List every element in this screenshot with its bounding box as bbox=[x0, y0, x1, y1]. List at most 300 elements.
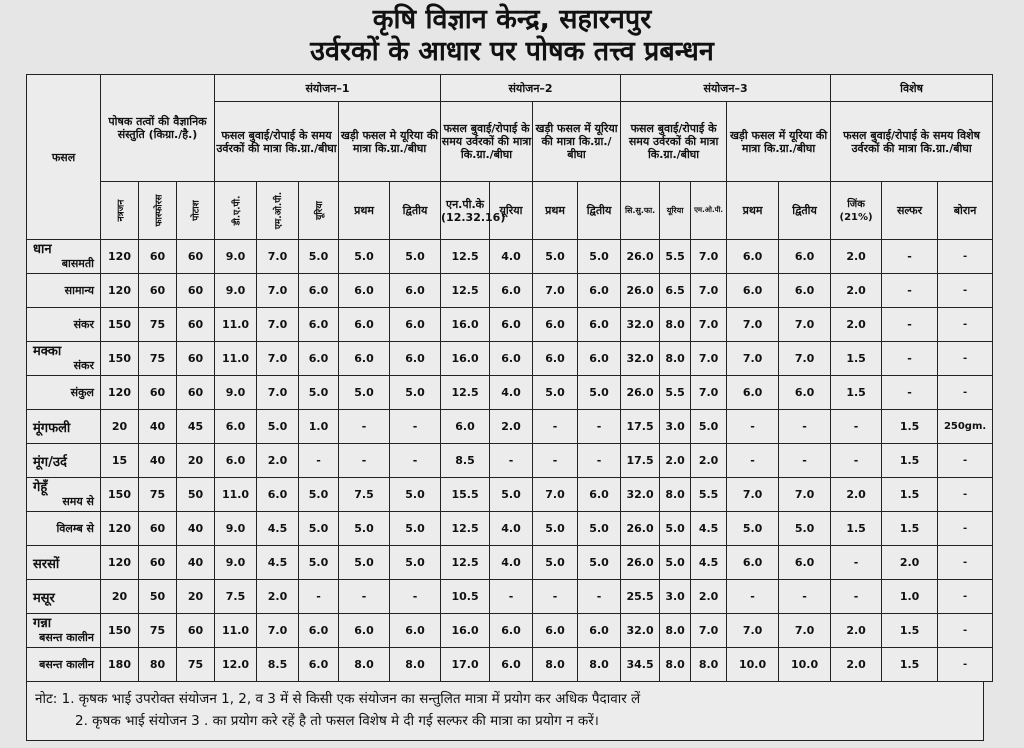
header-zinc: जिंक (21%) bbox=[831, 182, 882, 240]
value-cell: - bbox=[390, 410, 441, 444]
crop-variety: संकुल bbox=[70, 385, 94, 399]
value-cell: 12.5 bbox=[441, 240, 490, 274]
value-cell: 26.0 bbox=[621, 546, 660, 580]
value-cell: 17.0 bbox=[441, 648, 490, 682]
value-cell: 7.0 bbox=[257, 342, 299, 376]
value-cell: 5.0 bbox=[390, 240, 441, 274]
value-cell: 6.0 bbox=[299, 308, 339, 342]
crop-cell bbox=[27, 240, 101, 274]
value-cell: 6.0 bbox=[339, 614, 390, 648]
value-cell: 26.0 bbox=[621, 240, 660, 274]
value-cell: 4.0 bbox=[490, 376, 533, 410]
value-cell: 60 bbox=[139, 512, 177, 546]
header-c1-dap: डी.ए.पी. bbox=[215, 182, 257, 240]
value-cell: 120 bbox=[101, 240, 139, 274]
value-cell: - bbox=[390, 580, 441, 614]
value-cell: 8.0 bbox=[660, 308, 691, 342]
value-cell: - bbox=[938, 580, 993, 614]
value-cell: 5.0 bbox=[339, 376, 390, 410]
value-cell: - bbox=[339, 580, 390, 614]
value-cell: 7.0 bbox=[691, 274, 727, 308]
note-line-2: 2. कृषक भाई संयोजन 3 . का प्रयोग करे रहें है तो फसल विशेष मे दी गई सल्फर की मात्रा का प्रयोग न करें। bbox=[75, 713, 599, 729]
value-cell: 5.0 bbox=[339, 240, 390, 274]
value-cell: - bbox=[727, 444, 779, 478]
value-cell: 6.0 bbox=[390, 614, 441, 648]
value-cell: 6.0 bbox=[578, 342, 621, 376]
value-cell: 12.5 bbox=[441, 274, 490, 308]
value-cell: 7.0 bbox=[779, 478, 831, 512]
value-cell: 180 bbox=[101, 648, 139, 682]
value-cell: 7.0 bbox=[779, 614, 831, 648]
crop-name: गेहूँ bbox=[33, 479, 48, 495]
value-cell: 2.0 bbox=[831, 614, 882, 648]
value-cell: 6.0 bbox=[490, 342, 533, 376]
value-cell: - bbox=[938, 614, 993, 648]
header-c1-first: प्रथम bbox=[339, 182, 390, 240]
value-cell: 26.0 bbox=[621, 376, 660, 410]
header-c2-basal: फसल बुवाई/रोपाई के समय उर्वरकों की मात्रा कि.ग्रा./बीघा bbox=[441, 102, 533, 182]
crop-cell bbox=[27, 546, 101, 580]
value-cell: 9.0 bbox=[215, 240, 257, 274]
value-cell: 6.0 bbox=[215, 410, 257, 444]
page-title: कृषि विज्ञान केन्द्र, सहारनपुर bbox=[372, 4, 652, 35]
value-cell: 6.0 bbox=[727, 546, 779, 580]
value-cell: 60 bbox=[139, 240, 177, 274]
value-cell: 2.0 bbox=[831, 478, 882, 512]
value-cell: 2.0 bbox=[257, 444, 299, 478]
value-cell: 26.0 bbox=[621, 274, 660, 308]
value-cell: 3.0 bbox=[660, 410, 691, 444]
header-c1-urea: यूरिया bbox=[299, 182, 339, 240]
value-cell: 6.0 bbox=[339, 308, 390, 342]
value-cell: 6.0 bbox=[578, 478, 621, 512]
value-cell: 1.5 bbox=[831, 376, 882, 410]
crop-name: सरसों bbox=[33, 556, 60, 572]
value-cell: 1.5 bbox=[831, 512, 882, 546]
header-recommendation: पोषक तत्वों की वैज्ञानिक संस्तुति (किग्रा./है.) bbox=[101, 75, 215, 182]
value-cell: 6.0 bbox=[490, 274, 533, 308]
page-subtitle: उर्वरकों के आधार पर पोषक तत्त्व प्रबन्धन bbox=[310, 36, 714, 67]
value-cell: 75 bbox=[139, 614, 177, 648]
value-cell: 40 bbox=[139, 444, 177, 478]
header-c3-first: प्रथम bbox=[727, 182, 779, 240]
value-cell: 32.0 bbox=[621, 614, 660, 648]
value-cell: 75 bbox=[139, 308, 177, 342]
value-cell: 26.0 bbox=[621, 512, 660, 546]
value-cell: 5.0 bbox=[578, 240, 621, 274]
value-cell: 5.0 bbox=[390, 478, 441, 512]
value-cell: 10.5 bbox=[441, 580, 490, 614]
value-cell: - bbox=[831, 444, 882, 478]
value-cell: 11.0 bbox=[215, 342, 257, 376]
value-cell: 6.0 bbox=[533, 308, 578, 342]
value-cell: 16.0 bbox=[441, 342, 490, 376]
value-cell: 5.0 bbox=[490, 478, 533, 512]
value-cell: 10.0 bbox=[727, 648, 779, 682]
value-cell: 11.0 bbox=[215, 614, 257, 648]
value-cell: 8.0 bbox=[390, 648, 441, 682]
value-cell: 7.0 bbox=[691, 240, 727, 274]
value-cell: 34.5 bbox=[621, 648, 660, 682]
crop-name: मसूर bbox=[33, 590, 55, 606]
value-cell: - bbox=[938, 308, 993, 342]
value-cell: - bbox=[390, 444, 441, 478]
crop-cell bbox=[27, 580, 101, 614]
value-cell: 7.0 bbox=[779, 342, 831, 376]
value-cell: 150 bbox=[101, 614, 139, 648]
value-cell: 5.0 bbox=[660, 546, 691, 580]
value-cell: 50 bbox=[177, 478, 215, 512]
value-cell: 16.0 bbox=[441, 308, 490, 342]
value-cell: 6.0 bbox=[490, 614, 533, 648]
value-cell: 32.0 bbox=[621, 342, 660, 376]
value-cell: 1.5 bbox=[831, 342, 882, 376]
value-cell: 6.0 bbox=[727, 274, 779, 308]
value-cell: 11.0 bbox=[215, 308, 257, 342]
value-cell: 6.5 bbox=[660, 274, 691, 308]
value-cell: 6.0 bbox=[390, 308, 441, 342]
table-row bbox=[27, 614, 993, 648]
value-cell: 6.0 bbox=[299, 274, 339, 308]
value-cell: 7.0 bbox=[691, 614, 727, 648]
value-cell: 6.0 bbox=[533, 342, 578, 376]
value-cell: 5.0 bbox=[533, 512, 578, 546]
table-row bbox=[27, 512, 993, 546]
value-cell: 17.5 bbox=[621, 410, 660, 444]
value-cell: 9.0 bbox=[215, 512, 257, 546]
value-cell: 7.0 bbox=[727, 342, 779, 376]
value-cell: - bbox=[339, 410, 390, 444]
header-combo-2: संयोजन–2 bbox=[441, 75, 621, 102]
value-cell: 12.5 bbox=[441, 376, 490, 410]
value-cell: 8.0 bbox=[691, 648, 727, 682]
value-cell: 40 bbox=[177, 512, 215, 546]
value-cell: - bbox=[490, 444, 533, 478]
crop-cell bbox=[27, 478, 101, 512]
value-cell: - bbox=[533, 410, 578, 444]
value-cell: 4.5 bbox=[691, 546, 727, 580]
value-cell: - bbox=[938, 546, 993, 580]
header-sulphur: सल्फर bbox=[882, 182, 938, 240]
value-cell: 7.0 bbox=[727, 308, 779, 342]
value-cell: 5.0 bbox=[299, 512, 339, 546]
value-cell: 120 bbox=[101, 274, 139, 308]
value-cell: 7.0 bbox=[257, 376, 299, 410]
value-cell: 5.0 bbox=[390, 512, 441, 546]
table-row bbox=[27, 444, 993, 478]
value-cell: 32.0 bbox=[621, 478, 660, 512]
value-cell: - bbox=[938, 444, 993, 478]
value-cell: 5.0 bbox=[339, 512, 390, 546]
value-cell: 2.0 bbox=[257, 580, 299, 614]
crop-variety: सामान्य bbox=[64, 283, 94, 297]
value-cell: 32.0 bbox=[621, 308, 660, 342]
value-cell: - bbox=[831, 546, 882, 580]
value-cell: - bbox=[727, 410, 779, 444]
value-cell: 8.0 bbox=[660, 342, 691, 376]
value-cell: - bbox=[938, 478, 993, 512]
title-block bbox=[0, 4, 1024, 68]
value-cell: 8.5 bbox=[441, 444, 490, 478]
crop-cell bbox=[27, 376, 101, 410]
value-cell: 7.0 bbox=[691, 342, 727, 376]
table-row bbox=[27, 478, 993, 512]
value-cell: 6.0 bbox=[578, 308, 621, 342]
value-cell: 2.0 bbox=[691, 444, 727, 478]
value-cell: 25.5 bbox=[621, 580, 660, 614]
table-row bbox=[27, 410, 993, 444]
value-cell: 17.5 bbox=[621, 444, 660, 478]
value-cell: 40 bbox=[139, 410, 177, 444]
value-cell: 12.5 bbox=[441, 546, 490, 580]
value-cell: 6.0 bbox=[779, 240, 831, 274]
table-row bbox=[27, 308, 993, 342]
header-c1-basal: फसल बुवाई/रोपाई के समय उर्वरकों की मात्रा कि.ग्रा./बीघा bbox=[215, 102, 339, 182]
header-c2-first: प्रथम bbox=[533, 182, 578, 240]
crop-variety: संकर bbox=[73, 358, 94, 372]
value-cell: 120 bbox=[101, 512, 139, 546]
value-cell: - bbox=[938, 512, 993, 546]
value-cell: - bbox=[938, 648, 993, 682]
value-cell: 4.5 bbox=[257, 546, 299, 580]
crop-name: मूंगफली bbox=[33, 420, 71, 436]
value-cell: - bbox=[578, 410, 621, 444]
header-combo-3: संयोजन–3 bbox=[621, 75, 831, 102]
value-cell: - bbox=[882, 376, 938, 410]
value-cell: 20 bbox=[101, 580, 139, 614]
value-cell: 9.0 bbox=[215, 546, 257, 580]
value-cell: 2.0 bbox=[831, 308, 882, 342]
value-cell: 2.0 bbox=[691, 580, 727, 614]
value-cell: - bbox=[882, 274, 938, 308]
value-cell: 5.0 bbox=[339, 546, 390, 580]
value-cell: 6.0 bbox=[779, 376, 831, 410]
value-cell: 75 bbox=[177, 648, 215, 682]
value-cell: - bbox=[882, 240, 938, 274]
value-cell: 8.0 bbox=[339, 648, 390, 682]
crop-cell bbox=[27, 648, 101, 682]
table-row bbox=[27, 240, 993, 274]
header-c1-second: द्वितीय bbox=[390, 182, 441, 240]
value-cell: 60 bbox=[177, 240, 215, 274]
value-cell: 6.0 bbox=[490, 648, 533, 682]
header-boron: बोरान bbox=[938, 182, 993, 240]
value-cell: - bbox=[831, 410, 882, 444]
value-cell: 5.0 bbox=[691, 410, 727, 444]
table-row bbox=[27, 546, 993, 580]
value-cell: 2.0 bbox=[490, 410, 533, 444]
value-cell: - bbox=[831, 580, 882, 614]
value-cell: 6.0 bbox=[441, 410, 490, 444]
value-cell: 11.0 bbox=[215, 478, 257, 512]
value-cell: 7.0 bbox=[533, 478, 578, 512]
value-cell: 12.5 bbox=[441, 512, 490, 546]
value-cell: 7.0 bbox=[779, 308, 831, 342]
crop-variety: समय से bbox=[62, 494, 94, 508]
value-cell: 60 bbox=[177, 308, 215, 342]
value-cell: 5.5 bbox=[660, 376, 691, 410]
value-cell: 6.0 bbox=[215, 444, 257, 478]
value-cell: 150 bbox=[101, 478, 139, 512]
value-cell: 6.0 bbox=[578, 614, 621, 648]
header-special: विशेष bbox=[831, 75, 993, 102]
value-cell: 4.5 bbox=[257, 512, 299, 546]
header-c2-top: खड़ी फसल में यूरिया की मात्रा कि.ग्रा./बीघा bbox=[533, 102, 621, 182]
value-cell: 6.0 bbox=[257, 478, 299, 512]
value-cell: - bbox=[578, 580, 621, 614]
value-cell: 9.0 bbox=[215, 376, 257, 410]
header-c3-basal: फसल बुवाई/रोपाई के समय उर्वरकों की मात्रा कि.ग्रा./बीघा bbox=[621, 102, 727, 182]
crop-variety: संकर bbox=[73, 317, 94, 331]
value-cell: - bbox=[727, 580, 779, 614]
crop-name: मक्का bbox=[33, 343, 62, 359]
value-cell: - bbox=[533, 444, 578, 478]
value-cell: 7.0 bbox=[257, 240, 299, 274]
header-c3-second: द्वितीय bbox=[779, 182, 831, 240]
header-c2-urea: यूरिया bbox=[490, 182, 533, 240]
crop-name: मूंग/उर्द bbox=[33, 454, 67, 470]
value-cell: - bbox=[779, 580, 831, 614]
value-cell: 60 bbox=[139, 376, 177, 410]
value-cell: 10.0 bbox=[779, 648, 831, 682]
value-cell: 6.0 bbox=[727, 376, 779, 410]
value-cell: 3.0 bbox=[660, 580, 691, 614]
header-c3-top: खड़ी फसल में यूरिया की मात्रा कि.ग्रा./बीघा bbox=[727, 102, 831, 182]
value-cell: 1.5 bbox=[882, 614, 938, 648]
value-cell: 60 bbox=[177, 274, 215, 308]
value-cell: 5.0 bbox=[533, 240, 578, 274]
crop-variety: बसन्त कालीन bbox=[39, 657, 94, 671]
value-cell: 120 bbox=[101, 546, 139, 580]
value-cell: 7.0 bbox=[727, 614, 779, 648]
value-cell: 5.5 bbox=[691, 478, 727, 512]
crop-cell bbox=[27, 512, 101, 546]
value-cell: 7.0 bbox=[533, 274, 578, 308]
value-cell: 4.0 bbox=[490, 512, 533, 546]
crop-variety: बासमती bbox=[61, 256, 94, 270]
header-c3-ssp: सि.सु.फा. bbox=[621, 182, 660, 240]
table-row bbox=[27, 342, 993, 376]
table-row bbox=[27, 648, 993, 682]
value-cell: 60 bbox=[139, 546, 177, 580]
crop-cell bbox=[27, 410, 101, 444]
value-cell: 6.0 bbox=[390, 342, 441, 376]
header-special-desc: फसल बुवाई/रोपाई के समय विशेष उर्वरकों की मात्रा कि.ग्रा./बीघा bbox=[831, 102, 993, 182]
value-cell: 20 bbox=[177, 580, 215, 614]
value-cell: 6.0 bbox=[779, 546, 831, 580]
header-crop: फसल bbox=[27, 75, 101, 240]
value-cell: 7.0 bbox=[691, 376, 727, 410]
value-cell: 7.5 bbox=[215, 580, 257, 614]
value-cell: 60 bbox=[139, 274, 177, 308]
crop-variety: बसन्त कालीन bbox=[39, 630, 94, 644]
value-cell: 60 bbox=[177, 376, 215, 410]
table-row bbox=[27, 580, 993, 614]
value-cell: 4.0 bbox=[490, 240, 533, 274]
value-cell: 1.0 bbox=[882, 580, 938, 614]
value-cell: 5.0 bbox=[533, 546, 578, 580]
header-c1-mop: एम.ओ.पी. bbox=[257, 182, 299, 240]
value-cell: 4.0 bbox=[490, 546, 533, 580]
crop-name: गन्ना bbox=[33, 615, 52, 631]
value-cell: 2.0 bbox=[831, 648, 882, 682]
value-cell: 5.0 bbox=[390, 376, 441, 410]
value-cell: - bbox=[299, 444, 339, 478]
header-combo-1: संयोजन–1 bbox=[215, 75, 441, 102]
header-c3-mop: एम.ओ.पी. bbox=[691, 182, 727, 240]
value-cell: - bbox=[533, 580, 578, 614]
header-c1-top: खड़ी फसल मे यूरिया की मात्रा कि.ग्रा./बीघा bbox=[339, 102, 441, 182]
value-cell: 7.0 bbox=[257, 274, 299, 308]
value-cell: 1.5 bbox=[882, 444, 938, 478]
value-cell: - bbox=[299, 580, 339, 614]
value-cell: 45 bbox=[177, 410, 215, 444]
value-cell: 75 bbox=[139, 478, 177, 512]
value-cell: 5.5 bbox=[660, 240, 691, 274]
header-c2-second: द्वितीय bbox=[578, 182, 621, 240]
value-cell: 5.0 bbox=[727, 512, 779, 546]
value-cell: 2.0 bbox=[660, 444, 691, 478]
value-cell: 15 bbox=[101, 444, 139, 478]
value-cell: 4.5 bbox=[691, 512, 727, 546]
value-cell: 8.0 bbox=[660, 648, 691, 682]
value-cell: 20 bbox=[101, 410, 139, 444]
value-cell: - bbox=[578, 444, 621, 478]
value-cell: 60 bbox=[177, 342, 215, 376]
value-cell: 60 bbox=[177, 614, 215, 648]
value-cell: 5.0 bbox=[578, 512, 621, 546]
value-cell: 6.0 bbox=[490, 308, 533, 342]
value-cell: 7.0 bbox=[727, 478, 779, 512]
value-cell: 6.0 bbox=[299, 614, 339, 648]
header-c2-npk: एन.पी.के (12.32.16) bbox=[441, 182, 490, 240]
table-row bbox=[27, 274, 993, 308]
value-cell: - bbox=[938, 240, 993, 274]
value-cell: 6.0 bbox=[727, 240, 779, 274]
value-cell: 5.0 bbox=[299, 546, 339, 580]
value-cell: 6.0 bbox=[339, 342, 390, 376]
header-c3-urea: यूरिया bbox=[660, 182, 691, 240]
value-cell: 8.0 bbox=[660, 614, 691, 648]
value-cell: 5.0 bbox=[578, 546, 621, 580]
value-cell: 1.5 bbox=[882, 410, 938, 444]
value-cell: 5.0 bbox=[390, 546, 441, 580]
value-cell: 8.5 bbox=[257, 648, 299, 682]
fertilizer-table bbox=[26, 74, 993, 682]
value-cell: - bbox=[882, 342, 938, 376]
value-cell: - bbox=[779, 410, 831, 444]
value-cell: 2.0 bbox=[831, 240, 882, 274]
value-cell: - bbox=[339, 444, 390, 478]
value-cell: 15.5 bbox=[441, 478, 490, 512]
header-p: फास्फोरस bbox=[139, 182, 177, 240]
table-row bbox=[27, 376, 993, 410]
value-cell: 40 bbox=[177, 546, 215, 580]
value-cell: 5.0 bbox=[578, 376, 621, 410]
value-cell: 6.0 bbox=[578, 274, 621, 308]
crop-cell bbox=[27, 342, 101, 376]
value-cell: - bbox=[779, 444, 831, 478]
value-cell: 80 bbox=[139, 648, 177, 682]
value-cell: 7.5 bbox=[339, 478, 390, 512]
value-cell: 20 bbox=[177, 444, 215, 478]
value-cell: 150 bbox=[101, 342, 139, 376]
crop-name: धान bbox=[33, 241, 52, 257]
value-cell: 7.0 bbox=[257, 614, 299, 648]
note-line-1: नोट: 1. कृषक भाई उपरोक्त संयोजन 1, 2, व 3 में से किसी एक संयोजन का सन्तुलित मात्रा में प्रयोग कर अधिक पैदावार लें bbox=[35, 691, 641, 707]
value-cell: 5.0 bbox=[299, 478, 339, 512]
value-cell: 1.5 bbox=[882, 648, 938, 682]
